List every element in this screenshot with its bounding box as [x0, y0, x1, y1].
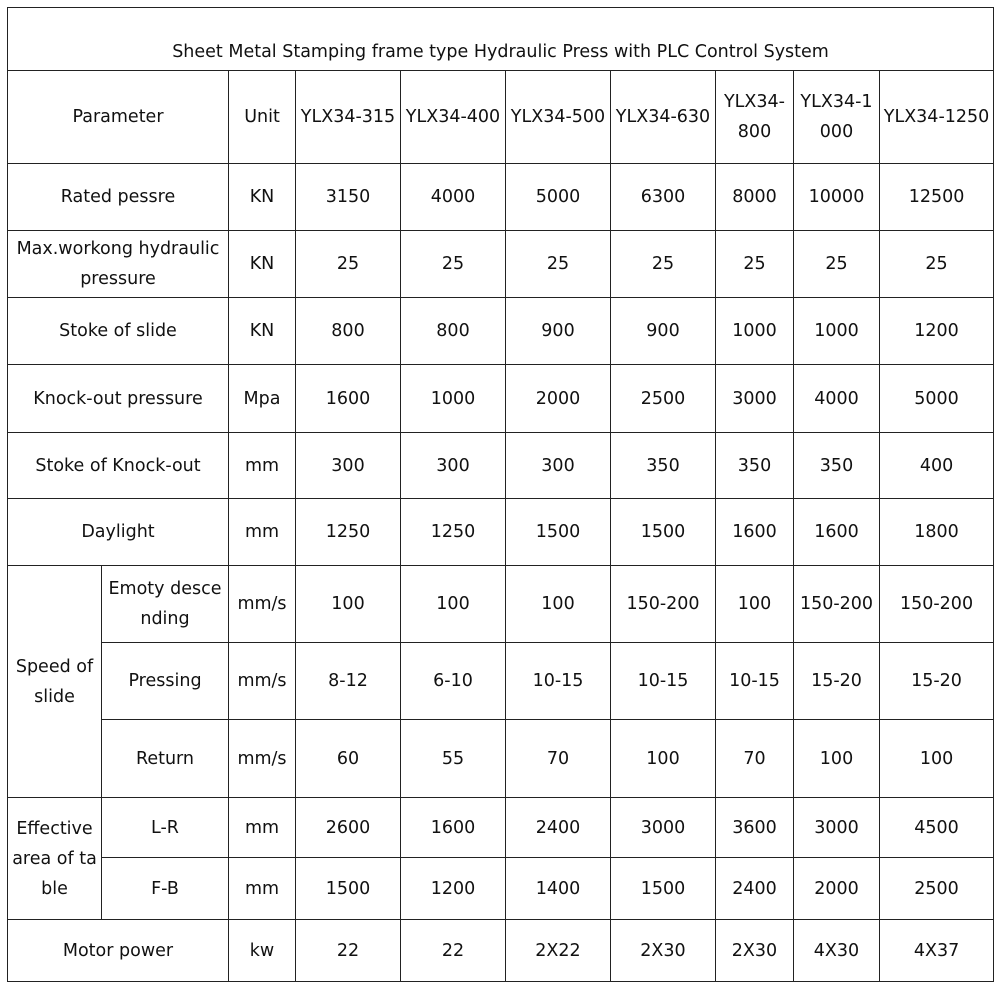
table-row: [8, 720, 994, 798]
table-row: [8, 798, 994, 858]
row-label: Emoty descending: [102, 566, 229, 643]
cell: 2500: [611, 365, 716, 433]
cell: 2000: [794, 858, 880, 920]
cell: 10000: [794, 164, 880, 231]
cell: 1000: [794, 298, 880, 365]
cell: 100: [401, 566, 506, 643]
row-unit: mm/s: [229, 566, 296, 643]
cell: 1500: [611, 499, 716, 566]
cell: 6-10: [401, 643, 506, 720]
row-unit: mm: [229, 798, 296, 858]
table-row: [8, 433, 994, 499]
cell: 4000: [401, 164, 506, 231]
cell: 10-15: [506, 643, 611, 720]
cell: 300: [506, 433, 611, 499]
cell: 150-200: [880, 566, 994, 643]
row-unit: mm: [229, 433, 296, 499]
cell: 2600: [296, 798, 401, 858]
cell: 4000: [794, 365, 880, 433]
row-unit: KN: [229, 164, 296, 231]
cell: 22: [296, 920, 401, 982]
cell: 5000: [506, 164, 611, 231]
row-label: F-B: [102, 858, 229, 920]
row-label: L-R: [102, 798, 229, 858]
header-model: YLX34-315: [296, 71, 401, 164]
table-row: [8, 164, 994, 231]
table-row: [8, 231, 994, 298]
cell: 1500: [611, 858, 716, 920]
cell: 3000: [716, 365, 794, 433]
cell: 100: [880, 720, 994, 798]
cell: 1000: [716, 298, 794, 365]
header-model: YLX34-500: [506, 71, 611, 164]
row-label: Knock-out pressure: [8, 365, 229, 433]
row-label: Rated pessre: [8, 164, 229, 231]
row-label: Return: [102, 720, 229, 798]
table-row: [8, 365, 994, 433]
row-label: Max.workong hydraulic pressure: [8, 231, 229, 298]
header-model: YLX34-1250: [880, 71, 994, 164]
cell: 55: [401, 720, 506, 798]
header-model: YLX34-400: [401, 71, 506, 164]
cell: 1400: [506, 858, 611, 920]
cell: 1250: [296, 499, 401, 566]
cell: 10-15: [716, 643, 794, 720]
cell: 1500: [506, 499, 611, 566]
cell: 100: [506, 566, 611, 643]
cell: 350: [611, 433, 716, 499]
cell: 100: [296, 566, 401, 643]
cell: 300: [401, 433, 506, 499]
table-row: [8, 920, 994, 982]
row-label: Motor power: [8, 920, 229, 982]
cell: 100: [794, 720, 880, 798]
cell: 2400: [506, 798, 611, 858]
cell: 900: [611, 298, 716, 365]
header-model: YLX34-800: [716, 71, 794, 164]
cell: 1200: [401, 858, 506, 920]
row-unit: kw: [229, 920, 296, 982]
cell: 2400: [716, 858, 794, 920]
cell: 1600: [794, 499, 880, 566]
cell: 2500: [880, 858, 994, 920]
cell: 25: [880, 231, 994, 298]
header-parameter: Parameter: [8, 71, 229, 164]
cell: 1800: [880, 499, 994, 566]
cell: 300: [296, 433, 401, 499]
row-unit: mm: [229, 858, 296, 920]
row-label: Stoke of slide: [8, 298, 229, 365]
table-row: [8, 643, 994, 720]
spec-table: [7, 7, 994, 982]
table-row: [8, 858, 994, 920]
cell: 2X22: [506, 920, 611, 982]
cell: 25: [611, 231, 716, 298]
cell: 1500: [296, 858, 401, 920]
row-unit: mm/s: [229, 643, 296, 720]
cell: 25: [506, 231, 611, 298]
cell: 5000: [880, 365, 994, 433]
cell: 350: [716, 433, 794, 499]
cell: 900: [506, 298, 611, 365]
row-unit: KN: [229, 298, 296, 365]
row-unit: mm/s: [229, 720, 296, 798]
cell: 100: [611, 720, 716, 798]
cell: 25: [794, 231, 880, 298]
cell: 3600: [716, 798, 794, 858]
cell: 70: [716, 720, 794, 798]
header-unit: Unit: [229, 71, 296, 164]
cell: 100: [716, 566, 794, 643]
row-unit: KN: [229, 231, 296, 298]
cell: 2000: [506, 365, 611, 433]
header-row: [8, 71, 994, 164]
cell: 4X37: [880, 920, 994, 982]
cell: 70: [506, 720, 611, 798]
cell: 15-20: [880, 643, 994, 720]
cell: 1600: [296, 365, 401, 433]
table-row: [8, 566, 994, 643]
cell: 8-12: [296, 643, 401, 720]
header-model: YLX34-1000: [794, 71, 880, 164]
cell: 1600: [401, 798, 506, 858]
cell: 800: [296, 298, 401, 365]
cell: 1600: [716, 499, 794, 566]
cell: 10-15: [611, 643, 716, 720]
cell: 4X30: [794, 920, 880, 982]
cell: 350: [794, 433, 880, 499]
row-label: Pressing: [102, 643, 229, 720]
cell: 3000: [611, 798, 716, 858]
cell: 60: [296, 720, 401, 798]
header-model: YLX34-630: [611, 71, 716, 164]
cell: 6300: [611, 164, 716, 231]
table-title: Sheet Metal Stamping frame type Hydraulic Press with PLC Control System: [8, 8, 994, 71]
cell: 25: [296, 231, 401, 298]
cell: 25: [716, 231, 794, 298]
table-row: [8, 499, 994, 566]
cell: 800: [401, 298, 506, 365]
cell: 15-20: [794, 643, 880, 720]
row-unit: Mpa: [229, 365, 296, 433]
cell: 150-200: [611, 566, 716, 643]
group-label-speed: Speed of slide: [8, 566, 102, 798]
cell: 1200: [880, 298, 994, 365]
cell: 25: [401, 231, 506, 298]
cell: 3000: [794, 798, 880, 858]
cell: 2X30: [611, 920, 716, 982]
cell: 3150: [296, 164, 401, 231]
group-label-table-area: Effective area of table: [8, 798, 102, 920]
cell: 150-200: [794, 566, 880, 643]
cell: 1000: [401, 365, 506, 433]
cell: 8000: [716, 164, 794, 231]
cell: 22: [401, 920, 506, 982]
row-label: Stoke of Knock-out: [8, 433, 229, 499]
cell: 2X30: [716, 920, 794, 982]
row-label: Daylight: [8, 499, 229, 566]
cell: 1250: [401, 499, 506, 566]
cell: 12500: [880, 164, 994, 231]
row-unit: mm: [229, 499, 296, 566]
table-row: [8, 298, 994, 365]
cell: 400: [880, 433, 994, 499]
cell: 4500: [880, 798, 994, 858]
